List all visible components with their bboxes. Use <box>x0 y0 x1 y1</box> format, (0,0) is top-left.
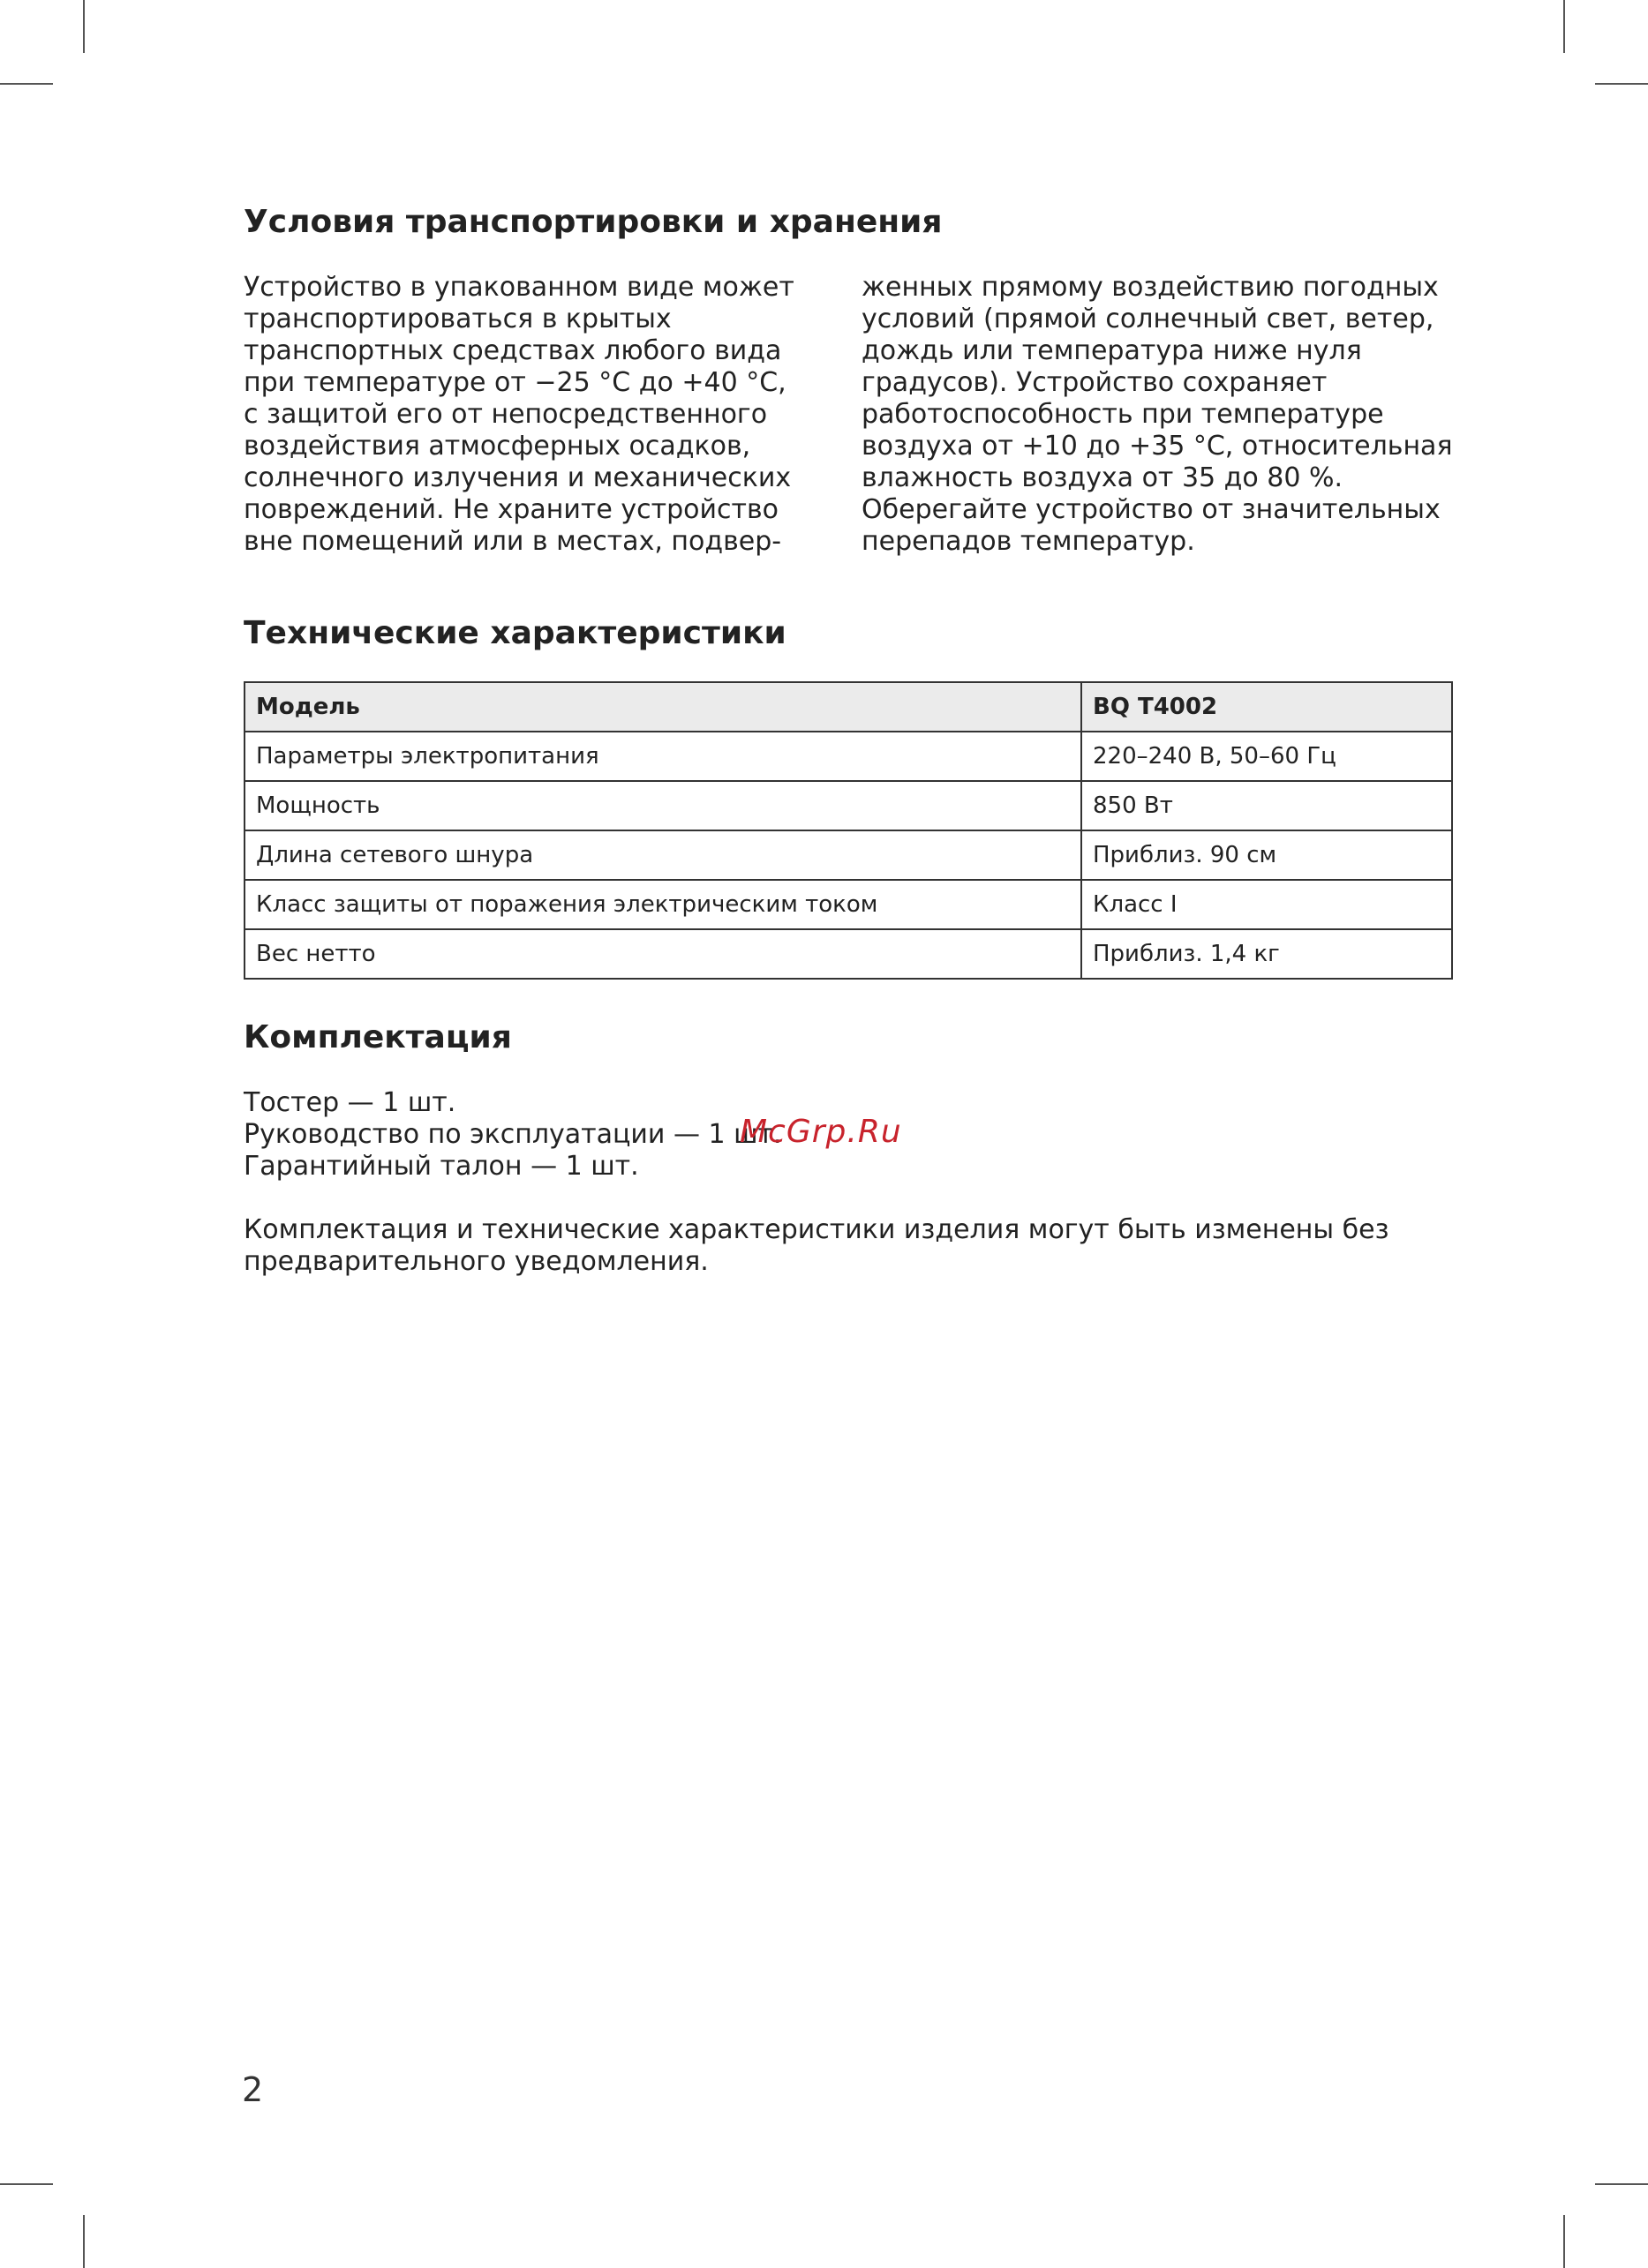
section-title-transport: Условия транспортировки и хранения <box>244 204 943 240</box>
table-row <box>245 682 1452 732</box>
spec-key: Длина сетевого шнура <box>245 830 1081 880</box>
crop-mark <box>0 2183 53 2185</box>
spec-key: Параметры электропитания <box>245 732 1081 781</box>
spec-value: Приблиз. 90 см <box>1081 830 1452 880</box>
kit-note: Комплектация и технические характеристики изделия могут быть изменены без предварительного уведомления. <box>244 1214 1389 1277</box>
section-title-tech: Технические характеристики <box>244 615 786 651</box>
table-row <box>245 830 1452 880</box>
list-item: Руководство по эксплуатации — 1 шт. <box>244 1119 782 1150</box>
crop-mark <box>1595 2183 1648 2185</box>
spec-key: Класс защиты от поражения электрическим током <box>245 880 1081 929</box>
spec-value: 850 Вт <box>1081 781 1452 830</box>
spec-key: Модель <box>245 682 1081 732</box>
spec-value: Приблиз. 1,4 кг <box>1081 929 1452 979</box>
spec-table <box>244 681 1453 980</box>
crop-mark <box>1563 0 1565 53</box>
table-row <box>245 732 1452 781</box>
list-item: Тостер — 1 шт. <box>244 1087 456 1118</box>
spec-key: Вес нетто <box>245 929 1081 979</box>
spec-value: 220–240 В, 50–60 Гц <box>1081 732 1452 781</box>
table-row <box>245 880 1452 929</box>
table-row <box>245 929 1452 979</box>
crop-mark <box>83 2215 85 2268</box>
list-item: Гарантийный талон — 1 шт. <box>244 1151 639 1182</box>
page-number: 2 <box>242 2070 264 2109</box>
section-title-kit: Комплектация <box>244 1019 512 1055</box>
transport-text-col2: женных прямому воздействию погодных условий (прямой солнечный свет, ветер, дождь или температура ниже нуля градусов). Устройство сохраняет работоспособность при температуре воздуха от +10 до +35 °С, относительная влажность воздуха от 35 до 80 %. Оберегайте устройство от значительных перепадов температур. <box>862 272 1453 557</box>
spec-value: Класс I <box>1081 880 1452 929</box>
crop-mark <box>1563 2215 1565 2268</box>
table-row <box>245 781 1452 830</box>
crop-mark <box>83 0 85 53</box>
spec-key: Мощность <box>245 781 1081 830</box>
watermark: McGrp.Ru <box>740 1114 902 1150</box>
transport-text-columns <box>244 272 1453 558</box>
transport-text-col1: Устройство в упакованном виде может транспортироваться в крытых транспортных средствах любого вида при температуре от −25 °С до +40 °С, с защитой его от непосредственного воздействия атмосферных осадков, солнечного излучения и механических повреждений. Не храните устройство вне помещений или в местах, подвер- <box>244 272 794 557</box>
spec-value: BQ T4002 <box>1081 682 1452 732</box>
crop-mark <box>1595 83 1648 85</box>
crop-mark <box>0 83 53 85</box>
